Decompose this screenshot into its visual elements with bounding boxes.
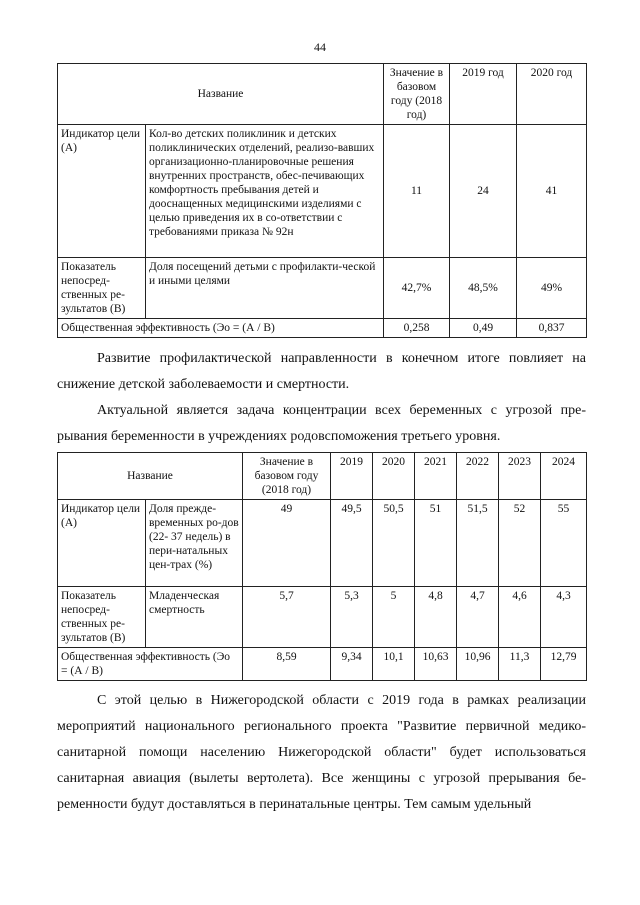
cell-base: 11 (384, 125, 450, 258)
header-name: Название (58, 64, 384, 125)
cell-2020: 49% (517, 258, 587, 319)
header-2020: 2020 год (517, 64, 587, 125)
cell-year: 10,63 (415, 648, 457, 681)
cell-2020: 0,837 (517, 319, 587, 338)
table-row-efficiency (58, 319, 587, 338)
cell-year: 4,6 (499, 587, 541, 648)
cell-year: 11,3 (499, 648, 541, 681)
page-number: 44 (314, 40, 326, 54)
cell-year: 5 (373, 587, 415, 648)
table-row (58, 258, 587, 319)
cell-base: 5,7 (243, 587, 331, 648)
paragraph-2 (57, 398, 586, 450)
paragraph-3 (57, 688, 586, 818)
table-row (58, 125, 587, 258)
efficiency-label: Общественная эффективность (Эо = (А / В) (58, 648, 243, 681)
cell-year: 12,79 (541, 648, 587, 681)
cell-year: 51,5 (457, 500, 499, 587)
table-header-row (58, 64, 587, 125)
cell-base: 0,258 (384, 319, 450, 338)
cell-year: 4,7 (457, 587, 499, 648)
cell-2019: 0,49 (450, 319, 517, 338)
header-name: Название (58, 453, 243, 500)
header-2019: 2019 год (450, 64, 517, 125)
cell-year: 4,3 (541, 587, 587, 648)
row-label: Индикатор цели (А) (58, 125, 146, 258)
efficiency-label: Общественная эффективность (Эо = (А / В) (58, 319, 384, 338)
cell-base: 8,59 (243, 648, 331, 681)
cell-year: 10,1 (373, 648, 415, 681)
cell-year: 5,3 (331, 587, 373, 648)
paragraph-1-text: Развитие профилактической направленности в конечном итоге повлияет на снижение детской заболеваемости и смертности. (57, 351, 586, 392)
table-row-efficiency (58, 648, 587, 681)
cell-year: 51 (415, 500, 457, 587)
table-row (58, 500, 587, 587)
cell-base: 49 (243, 500, 331, 587)
cell-year: 55 (541, 500, 587, 587)
cell-2019: 24 (450, 125, 517, 258)
header-base-value: Значение в базовом году (2018 год) (243, 453, 331, 500)
table-header-row (58, 453, 587, 500)
cell-year: 4,8 (415, 587, 457, 648)
cell-year: 52 (499, 500, 541, 587)
header-year: 2024 (541, 453, 587, 500)
paragraph-1 (57, 346, 586, 398)
row-description: Кол-во детских поликлиник и детских поликлинических отделений, реализо-вавших организационно-планировочные решения внутренних пространств, обес-печивающих комфортность пребывания детей и дооснащенных медицинскими изделиями с целью приведения их в со-ответствии с требованиями приказа № 92н (146, 125, 384, 258)
paragraph-3-text: С этой целью в Нижегородской области с 2019 года в рамках реализации мероприятий национального регионального проекта "Развитие первичной медико-санитарной помощи населению Нижегородской области" будет использоваться санитарная авиация (вылеты вертолета). Все женщины с угрозой прерывания бе-ременности будут доставляться в перинатальные центры. Тем самым удельный (57, 693, 586, 812)
header-year: 2020 (373, 453, 415, 500)
cell-year: 10,96 (457, 648, 499, 681)
header-year: 2022 (457, 453, 499, 500)
row-label: Показатель непосред-ственных ре-зультатов (В) (58, 587, 146, 648)
cell-year: 49,5 (331, 500, 373, 587)
header-year: 2021 (415, 453, 457, 500)
row-description: Доля прежде-временных ро-дов (22- 37 недель) в пери-натальных цен-трах (%) (146, 500, 243, 587)
cell-2020: 41 (517, 125, 587, 258)
table-children-polyclinics (57, 63, 587, 338)
row-description: Доля посещений детьми с профилакти-ческой и иными целями (146, 258, 384, 319)
cell-base: 42,7% (384, 258, 450, 319)
table-perinatal-centers (57, 452, 587, 681)
paragraph-2-text: Актуальной является задача концентрации всех беременных с угрозой пре-рывания беременности в учреждениях родовспоможения третьего уровня. (57, 403, 586, 444)
header-base-value: Значение в базовом году (2018 год) (384, 64, 450, 125)
header-year: 2023 (499, 453, 541, 500)
cell-2019: 48,5% (450, 258, 517, 319)
header-year: 2019 (331, 453, 373, 500)
cell-year: 50,5 (373, 500, 415, 587)
row-label: Индикатор цели (А) (58, 500, 146, 587)
table-row (58, 587, 587, 648)
cell-year: 9,34 (331, 648, 373, 681)
row-label: Показатель непосред-ственных ре-зультатов (В) (58, 258, 146, 319)
row-description: Младенческая смертность (146, 587, 243, 648)
